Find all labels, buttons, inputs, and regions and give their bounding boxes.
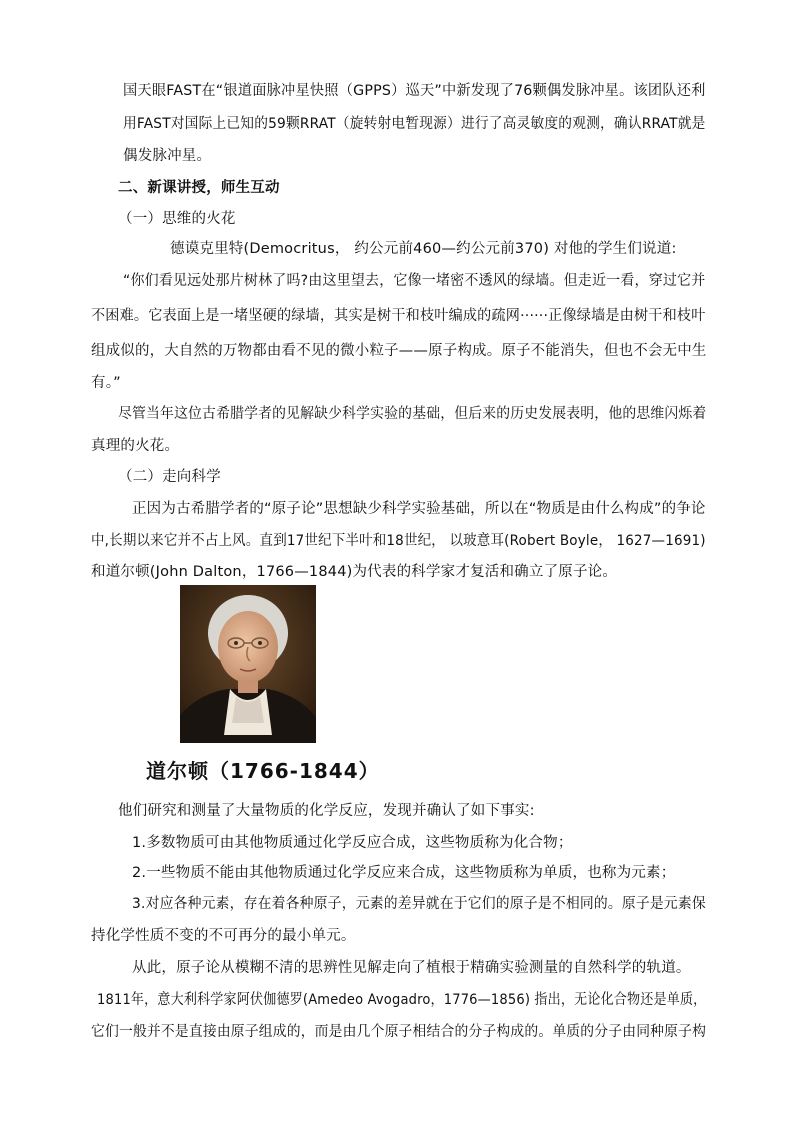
- closing-line-2: 1811年，意大利科学家阿伏伽德罗(Amedeo Avogadro，1776—1856) 指出，无论化合物还是单质，: [97, 992, 707, 1008]
- intro-line-2: 用FAST对国际上已知的59颗RRAT（旋转射电暂现源）进行了高灵敏度的观测，确认RRAT就是: [123, 116, 706, 132]
- facts-intro: 他们研究和测量了大量物质的化学反应，发现并确认了如下事实:: [118, 803, 535, 819]
- fact-item-1: 1.多数物质可由其他物质通过化学反应合成，这些物质称为化合物；: [132, 835, 573, 851]
- comment-line-1: 尽管当年这位古希腊学者的见解缺少科学实验的基础，但后来的历史发展表明，他的思维闪烁着: [118, 406, 707, 422]
- science-para-line-2: 中,长期以来它并不占上风。直到17世纪下半叶和18世纪， 以玻意耳(Robert Boyle， 1627—1691): [91, 533, 706, 549]
- science-para-line-3: 和道尔顿(John Dalton，1766—1844)为代表的科学家才复活和确立了原子论。: [91, 564, 618, 580]
- subheading-toward-science: （二）走向科学: [118, 469, 221, 485]
- closing-line-1: 从此，原子论从模糊不清的思辨性见解走向了植根于精确实验测量的自然科学的轨道。: [132, 960, 691, 976]
- subheading-spark-of-thought: （一）思维的火花: [118, 211, 236, 227]
- dalton-portrait: [180, 585, 316, 743]
- intro-line-3: 偶发脉冲星。: [123, 148, 212, 164]
- section-heading-new-lesson: 二、新课讲授，师生互动: [118, 180, 280, 196]
- democritus-intro: 德谟克里特(Democritus， 约公元前460—约公元前370) 对他的学生们说道:: [170, 241, 677, 257]
- fact-item-3-line-2: 持化学性质不变的不可再分的最小单元。: [91, 928, 356, 944]
- quote-line-1: “你们看见远处那片树林了吗?由这里望去，它像一堵密不透风的绿墙。但走近一看，穿过它并: [123, 273, 706, 289]
- fact-item-3-line-1: 3.对应各种元素，存在着各种原子，元素的差异就在于它们的原子是不相同的。原子是元素保: [132, 896, 706, 912]
- intro-line-1: 国天眼FAST在“银道面脉冲星快照（GPPS）巡天”中新发现了76颗偶发脉冲星。该团队还利: [123, 83, 706, 99]
- quote-line-3: 组成似的，大自然的万物都由看不见的微小粒子——原子构成。原子不能消失，但也不会无中生: [91, 343, 707, 359]
- fact-item-2: 2.一些物质不能由其他物质通过化学反应来合成，这些物质称为单质，也称为元素；: [132, 865, 676, 881]
- closing-line-3: 它们一般并不是直接由原子组成的，而是由几个原子相结合的分子构成的。单质的分子由同种原子构: [91, 1024, 707, 1040]
- science-para-line-1: 正因为古希腊学者的“原子论”思想缺少科学实验基础，所以在“物质是由什么构成”的争论: [132, 501, 706, 517]
- quote-line-2: 不困难。它表面上是一堵坚硬的绿墙，其实是树干和枝叶编成的疏网······正像绿墙是由树干和枝叶: [91, 308, 706, 324]
- portrait-caption: 道尔顿（1766-1844）: [146, 759, 380, 783]
- comment-line-2: 真理的火花。: [91, 438, 180, 454]
- quote-line-4: 有。”: [91, 375, 121, 391]
